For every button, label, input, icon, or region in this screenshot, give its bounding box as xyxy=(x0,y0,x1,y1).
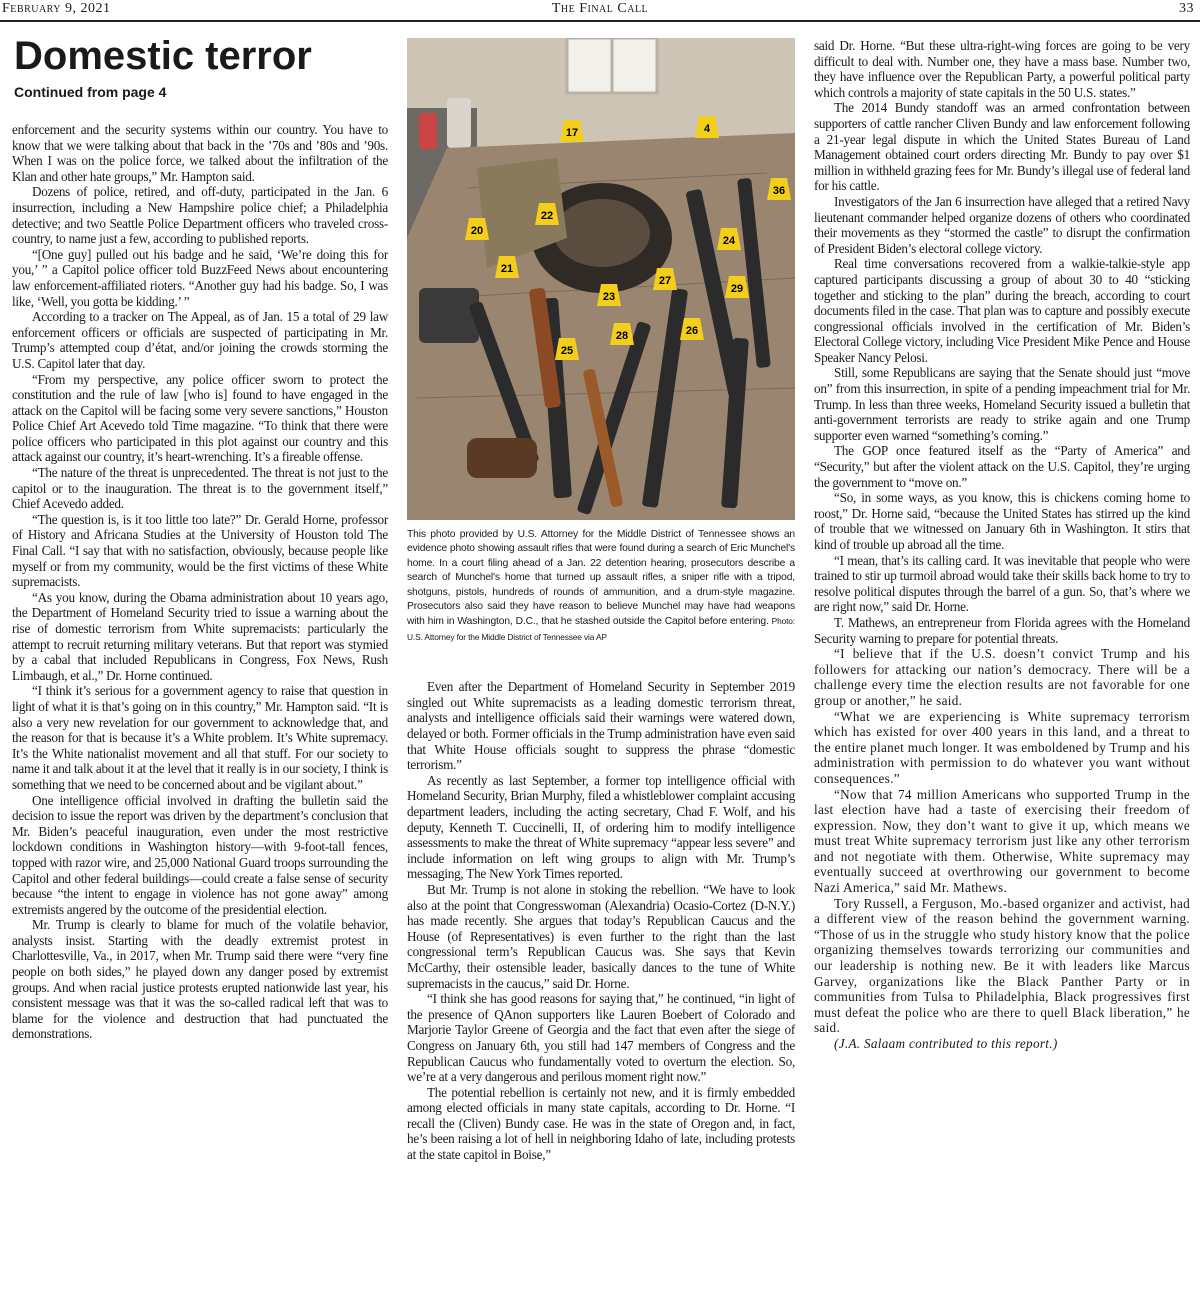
paragraph: Investigators of the Jan 6 insurrection have alleged that a retired Navy lieutenant commander helped organize dozens of others who coordinated their movements as they “stormed the castle” to disrupt the confirmation of President Biden’s electoral college victory. xyxy=(814,193,1190,256)
paragraph: Tory Russell, a Ferguson, Mo.-based organizer and activist, had a different view of the reason behind the government warning. “Those of us in the struggle who study history know that the police organizing themselves towards terrorizing our communities and our leadership is nothing new. Be it with leaders like Marcus Garvey, organizations like the Black Panther Party or in communities from Tulsa to Philadelphia, Black progressives first must defeat the police who are there to quell Black liberation,” he said. xyxy=(814,895,1190,1036)
marker-label: 24 xyxy=(722,235,736,247)
paragraph: The 2014 Bundy standoff was an armed confrontation between supporters of cattle rancher Cliven Bundy and law enforcement following a 21-year legal dispute in which the United States Bureau of Land Management obtained court orders directing Mr. Bundy to pay over $1 million in withheld grazing fees for Mr. Bundy’s illegal use of federal land for his cattle. xyxy=(814,100,1190,194)
column-2 xyxy=(407,38,795,1163)
paragraph: “The nature of the threat is unprecedented. The threat is not just to the capitol or to the inauguration. The threat is to the government itself,” Chief Acevedo added. xyxy=(12,465,388,512)
column-2-body xyxy=(407,679,795,1162)
marker-label: 23 xyxy=(602,291,616,303)
paragraph: Real time conversations recovered from a walkie-talkie-style app captured participants discussing a group of about 30 to 40 “sticking together and sticking to the plan” during the breach, according to court documents filed in the case. That plan was to capture and possibly execute congressional officials involved in the certification of Mr. Biden’s Electoral College victory, including Vice President Mike Pence and House Speaker Nancy Pelosi. xyxy=(814,256,1190,365)
paragraph: But Mr. Trump is not alone in stoking the rebellion. “We have to look also at the point that Congresswoman (Alexandria) Ocasio-Cortez (D-N.Y.) has made recently. She argues that today’s Republican Caucus and the House (of Representatives) is even further to the right than the last congressional term’s Republican Caucus was. She says that Kevin McCarthy, their ostensible leader, basically dances to the tune of White supremacists in the caucus,” said Dr. Horne. xyxy=(407,881,795,991)
column-3-body xyxy=(814,38,1190,1052)
marker-label: 27 xyxy=(658,275,672,287)
paragraph: Still, some Republicans are saying that the Senate should just “move on” from this insurrection, in spite of a pending impeachment trial for Mr. Trump. In less than three weeks, Homeland Security issued a bulletin that anti-government terrorists are ready to strike again and one Trump supporter even warned “something’s coming.” xyxy=(814,365,1190,443)
photo-credit: Photo: U.S. Attorney for the Middle District of Tennessee via AP xyxy=(407,616,795,642)
paragraph: “So, in some ways, as you know, this is chickens coming home to roost,” Dr. Horne said, “because the United States has stirred up the kind of trouble that we witnessed on January 6th in Washington. It stirs that kind of trouble up abroad all the time. xyxy=(814,490,1190,552)
paragraph: The potential rebellion is certainly not new, and it is firmly embedded among elected officials in many state capitals, according to Dr. Horne. “I recall the (Cliven) Bundy case. He was in the state of Oregon and, in fact, he’s been raising a lot of hell in neighboring Idaho of late, including protests at the state capitol in Boise,” xyxy=(407,1084,795,1163)
paragraph: Mr. Trump is clearly to blame for much of the volatile behavior, analysts insist. Starting with the deadly extremist protest in Charlottesville, Va., in 2017, when Mr. Trump said there were “very fine people on both sides,” he played down any danger posed by extremist groups. And when racial justice protests erupted nationwide last year, his consistent message was that it was the so-called radical left that was to blame for the violence and destruction that had punctuated the demonstrations. xyxy=(12,917,388,1042)
paragraph: “What we are experiencing is White supremacy terrorism which has existed for over 400 years in this land, and a threat to the entire planet much longer. It was emboldened by Trump and his administration with permission to do whatever you want without consequences.” xyxy=(814,708,1190,786)
paragraph: T. Mathews, an entrepreneur from Florida agrees with the Homeland Security warning to prepare for potential threats. xyxy=(814,614,1190,646)
paragraph: “As you know, during the Obama administration about 10 years ago, the Department of Homeland Security tried to issue a warning about the rise of domestic terrorism from White supremacists: particularly the attempt to recruit returning military veterans. But that report was stymied by a cabal that included Republicans in Congress, Fox News, Rush Limbaugh, et al.,” Dr. Horne continued. xyxy=(12,589,388,683)
publication-name: The Final Call xyxy=(551,1,649,16)
paragraph: “I think she has good reasons for saying that,” he continued, “in light of the presence of QAnon supporters like Lauren Boebert of Colorado and Marjorie Taylor Greene of Georgia and the fact that even after the siege of Congress on January 6th, you still had 147 members of Congress and the Republican Caucus who fundamentally voted to overturn the election. So, we’re at a very dangerous and perilous moment right now.” xyxy=(407,991,795,1085)
marker-label: 22 xyxy=(540,210,554,222)
paragraph: Even after the Department of Homeland Security in September 2019 singled out White supremacists as a leading domestic terrorism threat, analysts and intelligence officials said their warnings were watered down, delayed or both. Former officials in the Trump administration have even said that White House officials sought to suppress the phrase “domestic terrorism.” xyxy=(407,679,795,773)
marker-label: 4 xyxy=(703,123,711,135)
page-folio xyxy=(0,0,1200,22)
paragraph: “I mean, that’s its calling card. It was inevitable that people who were trained to stir up turmoil abroad would take their skills back home to try to resolve political disputes through the barrel of a gun. So, that’s where we are right now,” said Dr. Horne. xyxy=(814,552,1190,615)
marker-label: 20 xyxy=(470,225,484,237)
column-1-body xyxy=(12,122,388,1042)
marker-label: 26 xyxy=(685,325,699,337)
paragraph: “Now that 74 million Americans who supported Trump in the last election have had a taste of exercising their freedom of expression. Now, they don’t want to give it up, which means we must treat White supremacy terrorism just like any other terrorism and not negotiate with them. Otherwise, White supremacy may eventually succeed at overthrowing our government to become Nazi America,” said Mr. Mathews. xyxy=(814,786,1190,896)
shotgun-stock xyxy=(467,438,537,478)
column-1 xyxy=(12,34,388,1042)
marker-label: 21 xyxy=(500,263,514,275)
paragraph: According to a tracker on The Appeal, as of Jan. 15 a total of 29 law enforcement officers or officials are suspected of participating in Mr. Trump’s attempted coup d’état, and/or joining the crowds storming the U.S. Capitol later that day. xyxy=(12,309,388,371)
paragraph: “I believe that if the U.S. doesn’t convict Trump and his followers for attacking our nation’s democracy. There will be a challenge every time the election results are not favorable for one group or another,” he said. xyxy=(814,646,1190,708)
marker-label: 36 xyxy=(772,185,786,197)
paragraph: “I think it’s serious for a government agency to raise that question in light of what it is that’s going on in this country,” Mr. Hampton said. “It is also a very new revelation for our government to acknowledge that, and the reason for that is because it’s a White problem. It’s White supremacy. It’s the White nationalist movement and all that stuff. For our society to name it and talk about it at the level that it really is in our society, I think is something that we need to be concerned about and be vigilant about.” xyxy=(12,683,388,792)
paragraph: One intelligence official involved in drafting the bulletin said the decision to issue the report was driven by the department’s conclusion that Mr. Biden’s peaceful inauguration, even under the most restrictive lockdown conditions in Washington history—with 9-foot-tall fences, topped with razor wire, and 25,000 National Guard troops surrounding the Capitol and other federal buildings—could create a false sense of security because “the intent to engage in violence has not gone away” among extremists angered by the outcome of the presidential election. xyxy=(12,792,388,917)
page-number: 33 xyxy=(1179,1,1194,16)
contributor-note: (J.A. Salaam contributed to this report.) xyxy=(834,1036,1058,1051)
marker-label: 17 xyxy=(565,127,579,139)
paragraph: said Dr. Horne. “But these ultra-right-wing forces are going to be very difficult to deal with. Number one, they have a mass base. Number two, they have influence over the Republican Party, a powerful political party which controls a majority of state capitals in the 50 U.S. states.” xyxy=(814,38,1190,100)
paragraph: “The question is, is it too little too late?” Dr. Gerald Horne, professor of History and Africana Studies at the University of Houston told The Final Call. “I say that with no satisfaction, obviously, because people like myself or from my community, would be the first victims of these White supremacists. xyxy=(12,511,388,590)
issue-date: February 9, 2021 xyxy=(2,1,111,16)
paragraph: “[One guy] pulled out his badge and he said, ‘We’re doing this for you,’ ” a Capitol police officer told BuzzFeed News about encountering law enforcement-affiliated rioters. “Another guy had his badge. So, I was like, ‘Well, you gotta be kidding.’ ” xyxy=(12,246,388,309)
marker-label: 28 xyxy=(615,330,629,342)
pistol-case xyxy=(419,288,479,343)
paragraph: Dozens of police, retired, and off-duty, participated in the Jan. 6 insurrection, including a New Hampshire police chief; a Philadelphia detective; and two Seattle Police Department officers who traveled cross-country, to name just a few, according to published reports. xyxy=(12,184,388,247)
continued-from-line: Continued from page 4 xyxy=(14,84,167,100)
caption-text: This photo provided by U.S. Attorney for the Middle District of Tennessee shows an evidence photo showing assault rifles that were found during a search of Eric Munchel's home. In a court filing ahead of a Jan. 22 detention hearing, prosecutors describe a search of Munchel's home that turned up assault rifles, a sniper rifle with a tripod, shotguns, pistols, hundreds of rounds of ammunition, and a drum-style magazine. Prosecutors also said they have reason to believe Munchel may have had weapons with him in Washington, D.C., that he stashed outside the Capitol before entering. xyxy=(407,529,795,628)
marker-label: 25 xyxy=(560,345,574,357)
paragraph: As recently as last September, a former top intelligence official with Homeland Security, Brian Murphy, filed a whistleblower complaint accusing department leaders, including the acting secretary, Chad F. Wolf, and his deputy, Kenneth T. Cuccinelli, II, of ordering him to modify intelligence assessments to make the threat of White supremacy “appear less severe” and include information on left wing groups to align with Mr. Trump’s messaging, The New York Times reported. xyxy=(407,772,795,882)
paragraph: The GOP once featured itself as the “Party of America” and “Security,” but after the violent attack on the U.S. Capitol, they’re urging the government to “move on.” xyxy=(814,443,1190,490)
paragraph: enforcement and the security systems within our country. You have to know that we were talking about that back in the ’70s and ’80s and ’90s. When I was on the police force, we talked about the infiltration of the Klan and other hate groups,” Mr. Hampton said. xyxy=(12,122,388,184)
column-3 xyxy=(814,38,1190,1052)
paragraph: “From my perspective, any police officer sworn to protect the constitution and the rule of law [who is] found to have engaged in the attack on the Capitol will be facing some very severe sanctions,” Houston Police Chief Art Acevedo told Time magazine. “To think that there were police officers who participated in this plot against our country and this attack against our country, it’s heart-wrenching. It’s a fireable offense. xyxy=(12,371,388,465)
marker-label: 29 xyxy=(730,283,744,295)
evidence-photo xyxy=(407,38,795,520)
headline: Domestic terror xyxy=(14,34,312,78)
photo-caption xyxy=(407,528,795,645)
